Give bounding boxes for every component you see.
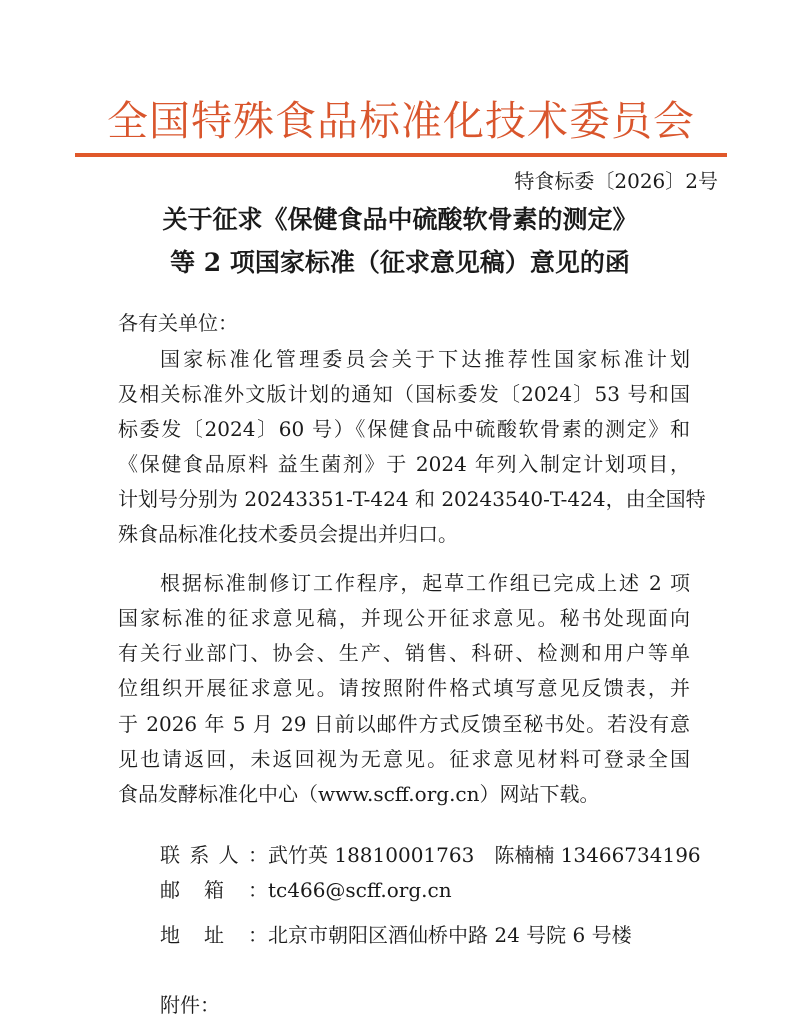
text-line: 见也请返回，未返回视为无意见。征求意见材料可登录全国 — [118, 747, 690, 771]
salutation: 各有关单位： — [118, 311, 238, 335]
text-line: 位组织开展征求意见。请按照附件格式填写意见反馈表，并 — [118, 676, 690, 700]
text-line: 根据标准制修订工作程序，起草工作组已完成上述 2 项 — [160, 571, 690, 595]
letterhead-divider — [75, 153, 727, 157]
document-title-line-2: 等 2 项国家标准（征求意见稿）意见的函 — [170, 248, 630, 277]
text-line: 国家标准化管理委员会关于下达推荐性国家标准计划 — [160, 347, 690, 371]
contact-value: 北京市朝阳区酒仙桥中路 24 号院 6 号楼 — [268, 923, 632, 947]
attachments-label: 附件： — [160, 993, 220, 1017]
text-line: 殊食品标准化技术委员会提出并归口。 — [118, 522, 458, 546]
text-line: 国家标准的征求意见稿，并现公开征求意见。秘书处现面向 — [118, 606, 690, 630]
document-title-line-1: 关于征求《保健食品中硫酸软骨素的测定》 — [162, 205, 638, 234]
text-line: 及相关标准外文版计划的通知（国标委发〔2024〕53 号和国 — [118, 382, 690, 406]
document-number: 特食标委〔2026〕2号 — [514, 169, 718, 193]
contact-label: 邮箱： — [160, 878, 268, 902]
text-line: 于 2026 年 5 月 29 日前以邮件方式反馈至秘书处。若没有意 — [118, 712, 690, 736]
text-line: 食品发酵标准化中心（www.scff.org.cn）网站下载。 — [118, 782, 600, 806]
contact-value[interactable]: tc466@scff.org.cn — [268, 878, 452, 902]
text-line: 《保健食品原料 益生菌剂》于 2024 年列入制定计划项目， — [118, 452, 690, 476]
letterhead-org-name: 全国特殊食品标准化技术委员会 — [107, 97, 695, 145]
text-line: 有关行业部门、协会、生产、销售、科研、检测和用户等单 — [118, 641, 690, 665]
contact-email — [160, 876, 452, 904]
text-line: 标委发〔2024〕60 号）《保健食品中硫酸软骨素的测定》和 — [118, 417, 690, 441]
contact-person — [160, 841, 701, 869]
contact-label: 地址： — [160, 923, 268, 947]
contact-address — [160, 921, 632, 949]
contact-label: 联系人： — [160, 843, 268, 867]
contact-value: 武竹英 18810001763 陈楠楠 13466734196 — [268, 843, 701, 867]
text-line: 计划号分别为 20243351-T-424 和 20243540-T-424，由全国特 — [118, 487, 706, 511]
